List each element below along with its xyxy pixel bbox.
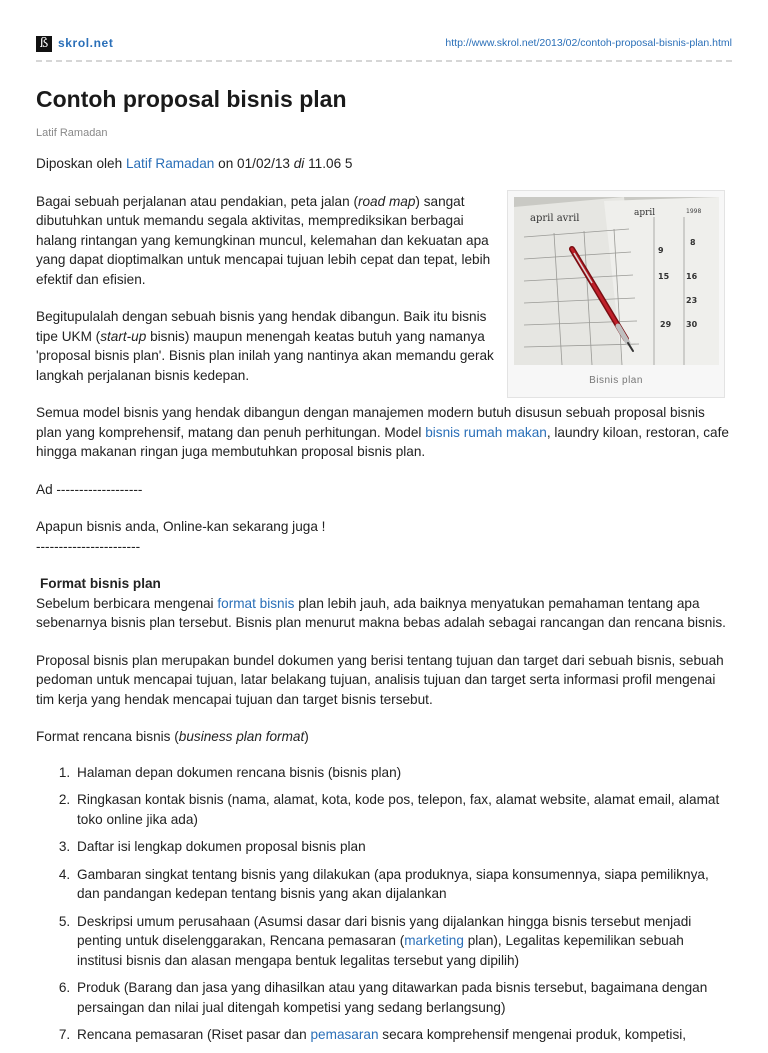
link-marketing[interactable]: marketing — [404, 933, 464, 948]
figure-caption: Bisnis plan — [589, 375, 643, 386]
plan-format-list — [36, 763, 732, 1045]
link-format-bisnis[interactable]: format bisnis — [217, 595, 295, 611]
site-name[interactable]: skrol.net — [58, 36, 114, 50]
paragraph-6: Format rencana bisnis (business plan format) — [36, 729, 309, 744]
paragraph-3: Semua model bisnis yang hendak dibangun dengan manajemen modern butuh disusun sebuah proposal bisnis plan yang komprehensif, matang dan penuh perhitungan. Model bisnis rumah makan, laundry kiloan, restoran, cafe hingga makanan ringan juga membutuhkan proposal bisnis plan. — [36, 405, 729, 459]
page-header — [36, 33, 732, 55]
section-title: Format bisnis plan — [40, 576, 161, 591]
list-item: 2. Ringkasan kontak bisnis (nama, alamat, kota, kode pos, telepon, fax, alamat website, alamat email, alamat toko online jika ada) — [74, 790, 732, 829]
list-item: 6. Produk (Barang dan jasa yang dihasilkan atau yang ditawarkan pada bisnis tersebut, bagaimana dengan persaingan dan nilai jual ditengah kompetisi yang sedang berlangsung) — [74, 978, 732, 1017]
ad-line: Ad ------------------- — [36, 481, 143, 497]
posted-date: 01/02/13 — [237, 156, 290, 171]
paragraph-1: Bagai sebuah perjalanan atau pendakian, peta jalan (road map) sangat dibutuhkan untuk memandu segala aktivitas, memprediksikan berbagai halang rintangan yang kemungkinan muncul, kelemahan dan kekuatan apa yang dapat dioptimalkan untuk mencapai tujuan lebih cepat dan tepat, lebih efektif dan efisien. — [36, 193, 491, 287]
article-author: Latif Ramadan — [36, 127, 108, 139]
list-item: 5. Deskripsi umum perusahaan (Asumsi dasar dari bisnis yang dijalankan hingga bisnis tersebut menjadi penting untuk diselenggarakan, Rencana pemasaran (marketing plan), Legalitas kepemilikan sebuah institusi bisnis dan alasan mengapa bentuk legalitas tersebut yang dipilih) — [74, 912, 732, 971]
posted-meta — [36, 154, 732, 174]
article-body — [36, 154, 732, 1053]
list-item: 3. Daftar isi lengkap dokumen proposal bisnis plan — [74, 837, 732, 857]
list-item: 7. Rencana pemasaran (Riset pasar dan pemasaran secara komprehensif mengenai produk, kompetisi, — [74, 1025, 732, 1045]
photo-day-15: 15 — [658, 272, 670, 281]
photo-day-8: 8 — [690, 238, 696, 247]
list-item: 4. Gambaran singkat tentang bisnis yang dilakukan (apa produknya, siapa konsumennya, siapa pemiliknya, dan pandangan kedepan tentang bisnis yang akan dijalankan — [74, 865, 732, 904]
paragraph-2: Begitupulalah dengan sebuah bisnis yang hendak dibangun. Baik itu bisnis tipe UKM (start-up bisnis) maupun menengah keatas butuh yang namanya 'proposal bisnis plan'. Bisnis plan inilah yang nantinya akan memandu gerak langkah perjalanan bisnis kedepan. — [36, 309, 494, 383]
ad-text: Apapun bisnis anda, Online-kan sekarang juga ! — [36, 519, 326, 534]
article-title: Contoh proposal bisnis plan — [36, 86, 347, 112]
photo-day-23: 23 — [686, 296, 698, 305]
section-format: Format bisnis plan Sebelum berbicara mengenai format bisnis plan lebih jauh, ada baiknya menyatukan pemahaman tentang apa sebenarnya bisnis plan tersebut. Bisnis plan menurut makna bebas adalah sebagai rancangan dan rencana bisnis. — [36, 574, 732, 633]
link-bisnis-rumah-makan[interactable]: bisnis rumah makan — [425, 424, 547, 440]
link-pemasaran[interactable]: pemasaran — [310, 1027, 379, 1042]
ad-block — [36, 517, 732, 556]
source-url-link[interactable]: http://www.skrol.net/2013/02/contoh-proposal-bisnis-plan.html — [445, 37, 732, 49]
photo-day-30: 30 — [686, 320, 698, 329]
photo-day-29: 29 — [660, 320, 672, 329]
list-item: 1. Halaman depan dokumen rencana bisnis (bisnis plan) — [74, 763, 732, 783]
photo-day-9: 9 — [658, 246, 664, 255]
photo-text-year: 1998 — [686, 208, 702, 215]
ad-dashes: ----------------------- — [36, 538, 141, 554]
header-divider — [36, 60, 732, 62]
photo-day-16: 16 — [686, 272, 698, 281]
posted-di: di — [293, 156, 305, 171]
paragraph-5: Proposal bisnis plan merupakan bundel dokumen yang berisi tentang tujuan dan target dari sebuah bisnis, sebuah pedoman untuk mencapai tujuan, latar belakang tujuan, analisis tujuan dan target serta informasi profil mengenai tim kerja yang hendak mencapai tujuan dan target bisnis tersebut. — [36, 652, 724, 707]
posted-author-link[interactable]: Latif Ramadan — [125, 156, 215, 171]
posted-time: 11.06 5 — [308, 156, 353, 171]
photo-text-april: april — [634, 208, 656, 218]
posted-on: on — [218, 156, 234, 171]
photo-text-april-avril: april avril — [530, 213, 580, 224]
site-logo-icon[interactable]: ß — [36, 36, 52, 52]
posted-prefix: Diposkan oleh — [36, 156, 123, 171]
